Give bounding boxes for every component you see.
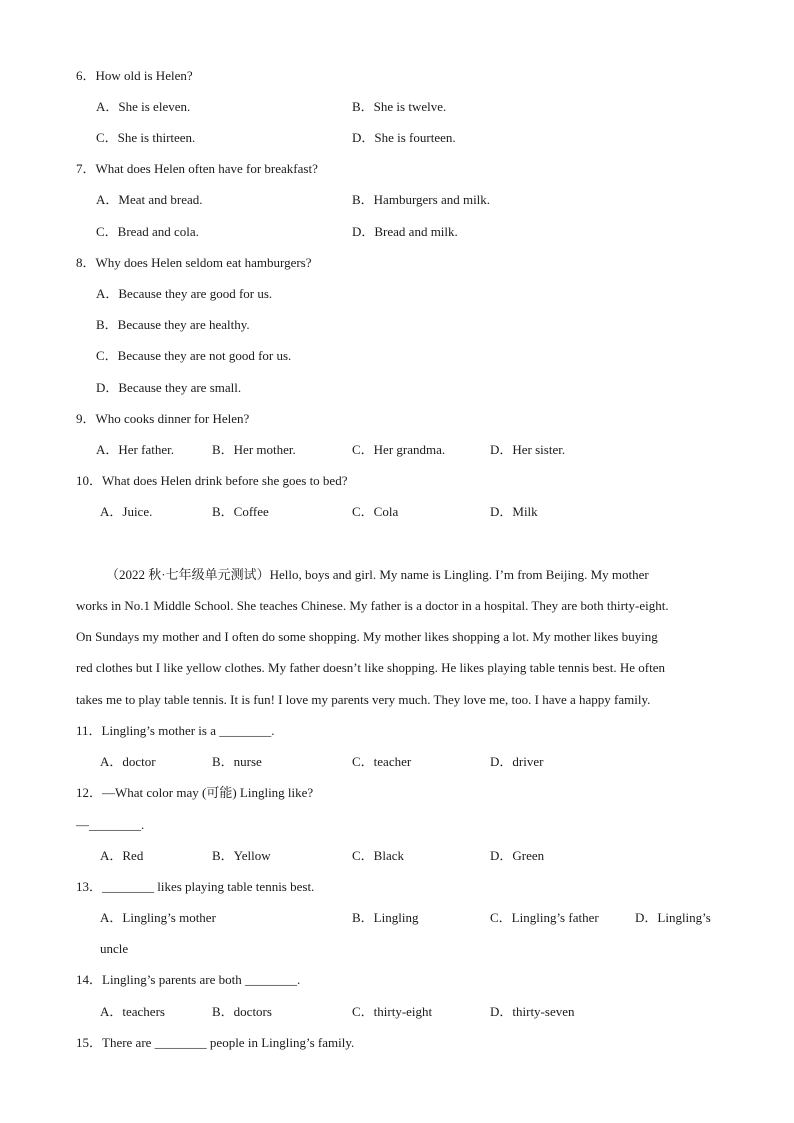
question-13-option-a: A．Lingling’s mother bbox=[100, 910, 216, 925]
question-7-option-c: C．Bread and cola. bbox=[96, 224, 199, 239]
question-8-option-d: D．Because they are small. bbox=[96, 380, 242, 395]
question-7-option-d: D．Bread and milk. bbox=[352, 224, 458, 239]
question-10-option-d: D．Milk bbox=[490, 504, 538, 519]
passage-line-5: takes me to play table tennis. It is fun! I love my parents very much. They love me, too. I have a happy family. bbox=[76, 692, 651, 707]
question-11-stem: 11．Lingling’s mother is a ________. bbox=[76, 723, 275, 738]
question-12-stem: 12．—What color may (可能) Lingling like? bbox=[76, 785, 314, 800]
question-11-option-c: C．teacher bbox=[352, 754, 412, 769]
question-10-stem: 10．What does Helen drink before she goes to bed? bbox=[76, 473, 348, 488]
question-8-option-a: A．Because they are good for us. bbox=[96, 286, 273, 301]
question-9-option-a: A．Her father. bbox=[96, 442, 174, 457]
question-14-option-b: B．doctors bbox=[212, 1004, 272, 1019]
question-14-option-c: C．thirty-eight bbox=[352, 1004, 433, 1019]
question-14-option-a: A．teachers bbox=[100, 1004, 165, 1019]
question-7-option-a: A．Meat and bread. bbox=[96, 192, 203, 207]
passage-line-4: red clothes but I like yellow clothes. My father doesn’t like shopping. He likes playing table tennis best. He often bbox=[76, 660, 665, 675]
passage-line-2: works in No.1 Middle School. She teaches Chinese. My father is a doctor in a hospital. They are both thirty-eight. bbox=[76, 598, 669, 613]
question-7-stem: 7．What does Helen often have for breakfast? bbox=[76, 161, 318, 176]
question-12-answer-line: —________. bbox=[76, 817, 145, 832]
question-13-stem: 13．________ likes playing table tennis best. bbox=[76, 879, 315, 894]
question-9-option-c: C．Her grandma. bbox=[352, 442, 446, 457]
question-9-option-d: D．Her sister. bbox=[490, 442, 566, 457]
question-12-option-d: D．Green bbox=[490, 848, 545, 863]
question-6-stem: 6．How old is Helen? bbox=[76, 68, 193, 83]
question-13-option-d: D．Lingling’s bbox=[635, 910, 711, 925]
question-11-option-a: A．doctor bbox=[100, 754, 156, 769]
question-10-option-a: A．Juice. bbox=[100, 504, 153, 519]
question-14-stem: 14．Lingling’s parents are both ________. bbox=[76, 972, 301, 987]
question-12-option-b: B．Yellow bbox=[212, 848, 271, 863]
question-14-option-d: D．thirty-seven bbox=[490, 1004, 575, 1019]
question-11-option-b: B．nurse bbox=[212, 754, 262, 769]
question-10-option-b: B．Coffee bbox=[212, 504, 269, 519]
question-9-option-b: B．Her mother. bbox=[212, 442, 296, 457]
question-13-option-d-wrap: uncle bbox=[100, 941, 129, 956]
question-10-option-c: C．Cola bbox=[352, 504, 399, 519]
question-12-option-c: C．Black bbox=[352, 848, 404, 863]
question-12-option-a: A．Red bbox=[100, 848, 144, 863]
question-6-option-d: D．She is fourteen. bbox=[352, 130, 456, 145]
question-7-option-b: B．Hamburgers and milk. bbox=[352, 192, 491, 207]
question-6-option-a: A．She is eleven. bbox=[96, 99, 191, 114]
question-15-stem: 15．There are ________ people in Lingling’s family. bbox=[76, 1035, 355, 1050]
question-8-stem: 8．Why does Helen seldom eat hamburgers? bbox=[76, 255, 312, 270]
question-13-option-b: B．Lingling bbox=[352, 910, 419, 925]
question-9-stem: 9．Who cooks dinner for Helen? bbox=[76, 411, 250, 426]
question-8-option-b: B．Because they are healthy. bbox=[96, 317, 250, 332]
question-6-option-c: C．She is thirteen. bbox=[96, 130, 196, 145]
question-13-option-c: C．Lingling’s father bbox=[490, 910, 599, 925]
question-8-option-c: C．Because they are not good for us. bbox=[96, 348, 292, 363]
passage-line-3: On Sundays my mother and I often do some shopping. My mother likes shopping a lot. My mother likes buying bbox=[76, 629, 658, 644]
passage-line-1: （2022 秋·七年级单元测试）Hello, boys and girl. My name is Lingling. I’m from Beijing. My mother bbox=[106, 567, 649, 582]
question-11-option-d: D．driver bbox=[490, 754, 544, 769]
question-6-option-b: B．She is twelve. bbox=[352, 99, 447, 114]
